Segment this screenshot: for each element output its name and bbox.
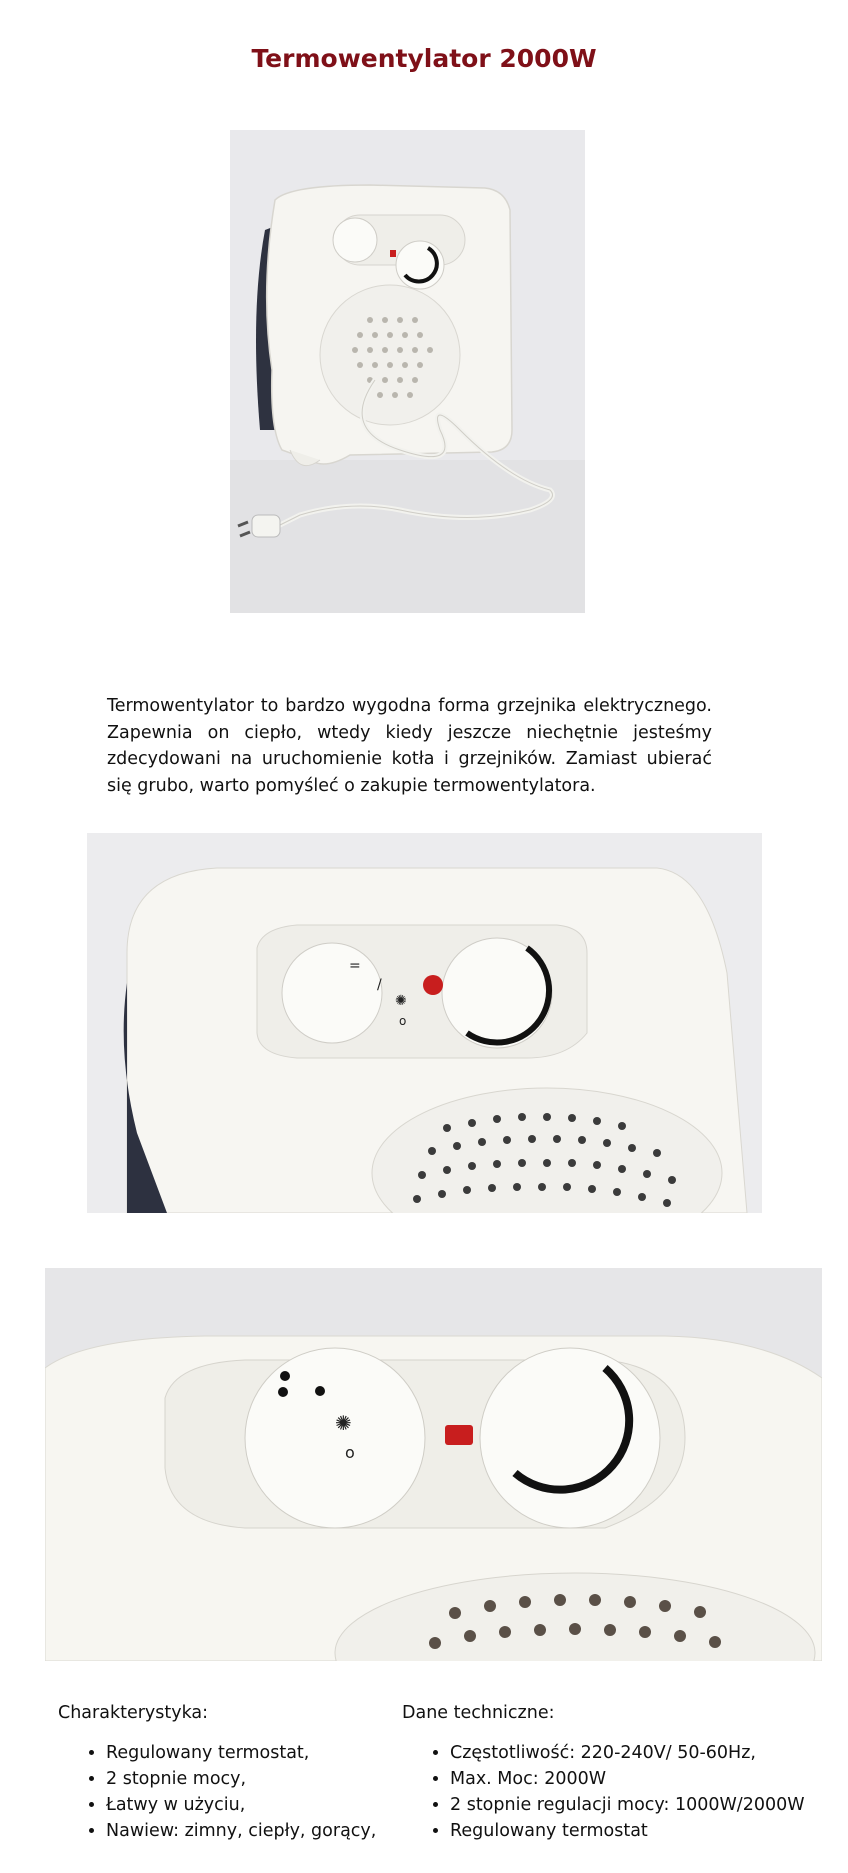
- list-item: • Łatwy w użyciu,: [106, 1792, 388, 1818]
- page-title: Termowentylator 2000W: [251, 44, 597, 73]
- svg-text:o: o: [399, 1014, 407, 1028]
- specs-list: [402, 1740, 832, 1844]
- list-item: • Regulowany termostat,: [106, 1740, 388, 1766]
- svg-text:o: o: [345, 1443, 355, 1462]
- list-item: • Nawiew: zimny, ciepły, gorący,: [106, 1818, 388, 1844]
- svg-text:/: /: [377, 977, 382, 993]
- specs-heading: Dane techniczne:: [402, 1703, 555, 1723]
- heater-control-knobs-photo: [87, 833, 762, 1213]
- features-heading: Charakterystyka:: [58, 1703, 209, 1723]
- list-item: • Regulowany termostat: [450, 1818, 832, 1844]
- list-item: • Częstotliwość: 220-240V/ 50-60Hz,: [450, 1740, 832, 1766]
- svg-text:✺: ✺: [395, 993, 407, 1009]
- list-item: • Max. Moc: 2000W: [450, 1766, 832, 1792]
- svg-text:✺: ✺: [335, 1411, 352, 1435]
- heater-control-knobs-closeup-photo: [45, 1268, 822, 1661]
- product-description: Termowentylator to bardzo wygodna forma grzejnika elektrycznego. Zapewnia on ciepło, wtedy kiedy jeszcze niechętnie jesteśmy zdecydowani na uruchomienie kotła i grzejników. Zamiast ubierać się grubo, warto pomyśleć o zakupie termowentylatora.: [107, 696, 712, 796]
- list-item: • 2 stopnie regulacji mocy: 1000W/2000W: [450, 1792, 832, 1818]
- svg-text:=: =: [349, 958, 361, 974]
- heater-front-view-photo: [230, 130, 585, 613]
- specs-section: [402, 1703, 832, 1844]
- features-section: [58, 1703, 388, 1844]
- features-list: [58, 1740, 388, 1844]
- list-item: • 2 stopnie mocy,: [106, 1766, 388, 1792]
